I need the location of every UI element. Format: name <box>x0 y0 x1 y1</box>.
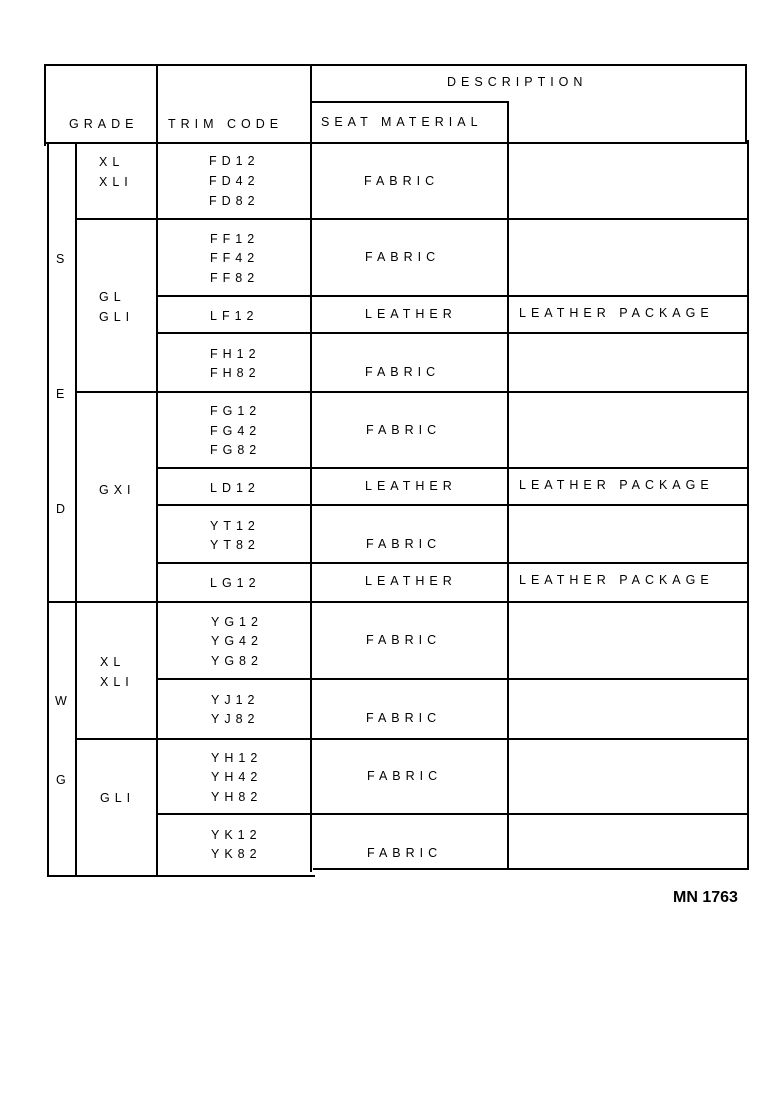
description: LEATHER PACKAGE <box>519 306 714 320</box>
table-border-bottom <box>47 875 315 877</box>
trim-code: YH82 <box>211 790 263 804</box>
trim-code: YJ82 <box>211 712 260 726</box>
table-border-left-header <box>44 64 46 146</box>
subheader-line <box>310 101 509 103</box>
trim-code: YJ12 <box>211 693 260 707</box>
row-line <box>158 678 749 680</box>
grade-label: GLI <box>99 310 135 324</box>
header-bottom-line <box>44 142 747 144</box>
row-line <box>158 562 747 564</box>
trim-code: YG12 <box>211 615 263 629</box>
grade-label: XLI <box>100 675 134 689</box>
seat-material: FABRIC <box>365 365 441 379</box>
seat-material: LEATHER <box>365 479 457 493</box>
trim-code: LG12 <box>210 576 261 590</box>
trim-code: FH82 <box>210 366 261 380</box>
trim-code: YT82 <box>210 538 260 552</box>
seat-material: FABRIC <box>364 174 440 188</box>
seat-material: FABRIC <box>366 633 442 647</box>
grade-label: GL <box>99 290 126 304</box>
trim-code: FG82 <box>210 443 262 457</box>
trim-code: YG42 <box>211 634 263 648</box>
body-type-letter: G <box>56 773 71 787</box>
row-line <box>158 467 747 469</box>
row-line <box>75 218 747 220</box>
trim-code: FH12 <box>210 347 261 361</box>
seat-material: LEATHER <box>365 307 457 321</box>
row-line <box>158 295 747 297</box>
figure-reference: MN 1763 <box>673 889 738 906</box>
seat-material: LEATHER <box>365 574 457 588</box>
sedan-wagon-divider <box>47 601 747 603</box>
grade-label: GLI <box>100 791 136 805</box>
header-description: DESCRIPTION <box>447 75 588 89</box>
header-grade: GRADE <box>69 117 139 131</box>
table-border-top <box>44 64 747 66</box>
trim-code: LD12 <box>210 481 260 495</box>
body-type-letter: W <box>55 694 72 708</box>
grade-label: XLI <box>99 175 133 189</box>
seat-material: FABRIC <box>366 537 442 551</box>
grade-label: XL <box>99 155 125 169</box>
trim-code: FG12 <box>210 404 262 418</box>
row-line <box>75 738 749 740</box>
grade-label: XL <box>100 655 126 669</box>
row-line <box>158 813 749 815</box>
seat-material: FABRIC <box>366 423 442 437</box>
table-border-right <box>747 140 749 870</box>
body-type-letter: D <box>56 502 71 516</box>
trim-code: YH42 <box>211 770 263 784</box>
col-divider-body-grade <box>75 144 77 876</box>
trim-code: FF42 <box>210 251 260 265</box>
trim-code: FG42 <box>210 424 262 438</box>
col-divider-grade-trim <box>156 64 158 876</box>
trim-code: FF82 <box>210 271 260 285</box>
table-border-right-header <box>745 64 747 142</box>
description: LEATHER PACKAGE <box>519 573 714 587</box>
col-divider-seat-desc <box>507 101 509 868</box>
header-seat-material: SEAT MATERIAL <box>321 115 483 129</box>
table-border-left <box>47 144 49 877</box>
seat-material: FABRIC <box>366 711 442 725</box>
row-line <box>75 391 747 393</box>
trim-code: YK82 <box>211 847 262 861</box>
trim-code: YH12 <box>211 751 263 765</box>
table-border-bottom-right <box>313 868 749 870</box>
seat-material: FABRIC <box>365 250 441 264</box>
description: LEATHER PACKAGE <box>519 478 714 492</box>
trim-code: YG82 <box>211 654 263 668</box>
grade-label: GXI <box>99 483 136 497</box>
row-line <box>158 332 747 334</box>
trim-code: YK12 <box>211 828 262 842</box>
body-type-letter: E <box>56 387 70 401</box>
trim-code: YT12 <box>210 519 260 533</box>
trim-code: FD42 <box>209 174 260 188</box>
header-trim-code: TRIM CODE <box>168 117 284 131</box>
row-line <box>158 504 747 506</box>
trim-code: FF12 <box>210 232 260 246</box>
trim-code: LF12 <box>210 309 259 323</box>
seat-material: FABRIC <box>367 769 443 783</box>
trim-code: FD82 <box>209 194 260 208</box>
trim-code: FD12 <box>209 154 260 168</box>
body-type-letter: S <box>56 252 70 266</box>
seat-material: FABRIC <box>367 846 443 860</box>
